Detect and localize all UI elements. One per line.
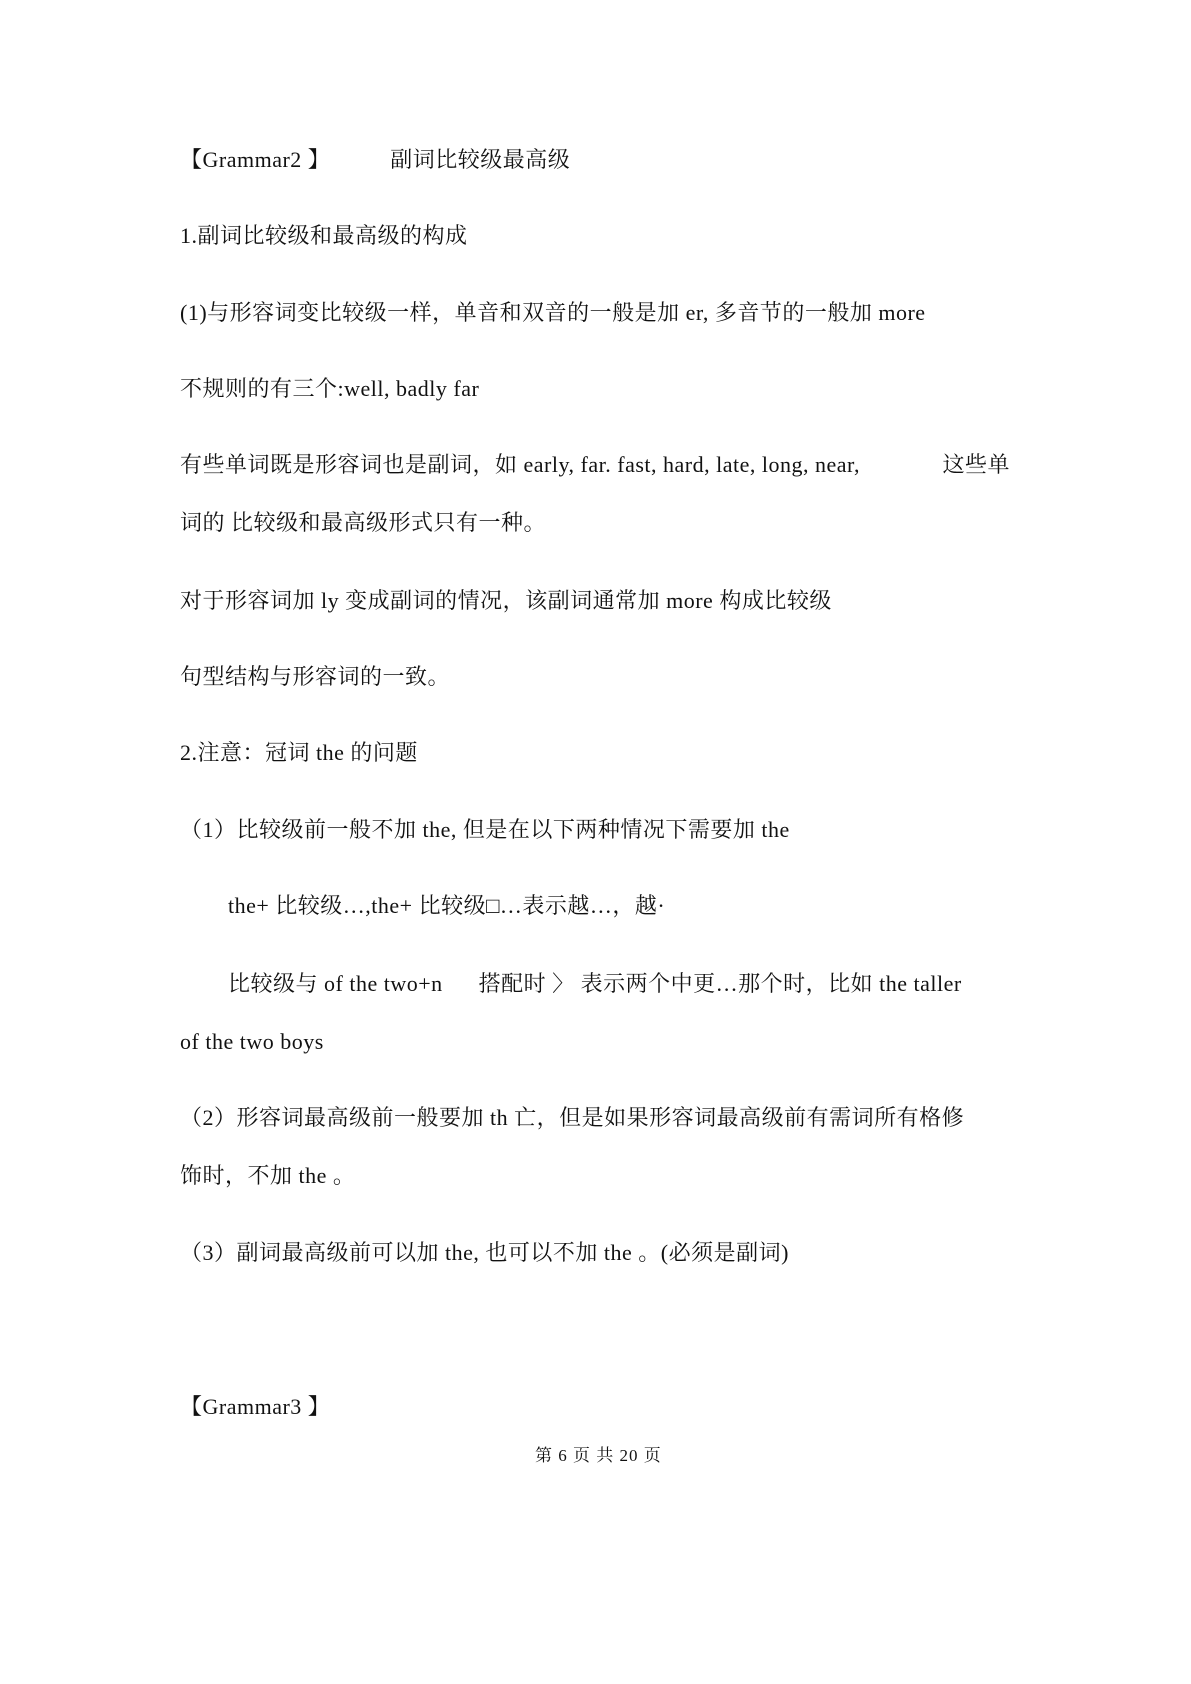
section2-item-2-line1: （2）形容词最高级前一般要加 th 亡，但是如果形容词最高级前有需词所有格修: [180, 1105, 965, 1130]
section1-paragraph-1: (1)与形容词变比较级一样，单音和双音的一般是加 er, 多音节的一般加 more: [180, 300, 926, 325]
section1-paragraph-3-line1: [180, 450, 1010, 480]
page-footer: 第 6 页 共 20 页: [535, 1446, 662, 1465]
section2-item-1-sub-2-text-b: 搭配时 〉 表示两个中更…那个时，比如 the taller: [478, 971, 962, 996]
section1-paragraph-3-tail: 这些单: [942, 452, 1010, 477]
heading-grammar2-title: 副词比较级最高级: [390, 147, 571, 172]
section1-paragraph-4: 对于形容词加 ly 变成副词的情况，该副词通常加 more 构成比较级: [180, 588, 832, 613]
section1-title: 1.副词比较级和最高级的构成: [180, 223, 468, 248]
heading-grammar3: 【Grammar3 】: [180, 1394, 331, 1419]
section2-item-1-sub-1: the+ 比较级…,the+ 比较级□…表示越…，越·: [228, 893, 666, 918]
section2-item-1-sub-2-text-a: 比较级与 of the two+n: [228, 971, 443, 996]
heading-grammar2: [180, 145, 570, 175]
heading-grammar2-bracket: 【Grammar2 】: [180, 147, 331, 172]
section2-item-1-sub-2: [228, 969, 962, 999]
section1-paragraph-3-line2: 词的 比较级和最高级形式只有一种。: [180, 510, 547, 535]
section2-item-1: （1）比较级前一般不加 the, 但是在以下两种情况下需要加 the: [180, 817, 790, 842]
section2-item-3: （3）副词最高级前可以加 the, 也可以不加 the 。(必须是副词): [180, 1240, 789, 1265]
section1-paragraph-5: 句型结构与形容词的一致。: [180, 664, 451, 689]
section1-paragraph-2: 不规则的有三个:well, badly far: [180, 376, 480, 401]
section2-item-2-line2: 饰时，不加 the 。: [180, 1163, 356, 1188]
section2-title: 2.注意：冠词 the 的问题: [180, 740, 418, 765]
section1-paragraph-3-text: 有些单词既是形容词也是副词，如 early, far. fast, hard, late, long, near,: [180, 452, 860, 477]
section2-item-1-sub-2-continued: of the two boys: [180, 1029, 324, 1054]
